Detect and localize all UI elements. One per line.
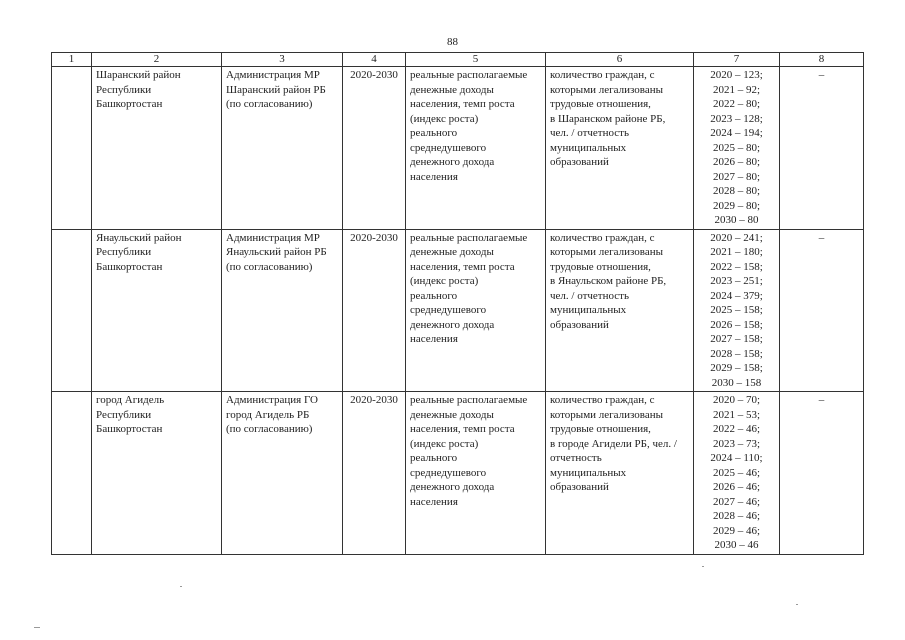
column-header-8: 8 — [780, 53, 864, 67]
note-cell: – — [780, 392, 864, 555]
period-cell: 2020-2030 — [343, 67, 406, 230]
scan-speck — [34, 627, 40, 628]
executor-cell: Администрация ГО город Агидель РБ (по согласованию) — [222, 392, 343, 555]
header-row — [52, 53, 864, 67]
column-header-3: 3 — [222, 53, 343, 67]
yearly-values-cell: 2020 – 123; 2021 – 92; 2022 – 80; 2023 – 128; 2024 – 194; 2025 – 80; 2026 – 80; 2027 – 80; 2028 – 80; 2029 – 80; 2030 – 80 — [694, 67, 780, 230]
note-cell: – — [780, 229, 864, 392]
column-header-7: 7 — [694, 53, 780, 67]
column-header-4: 4 — [343, 53, 406, 67]
table-row — [52, 392, 864, 555]
scan-speck — [796, 604, 798, 605]
indicator-cell: реальные располагаемые денежные доходы населения, темп роста (индекс роста) реального среднедушевого денежного дохода населения — [406, 392, 546, 555]
scan-speck — [180, 586, 182, 587]
column-header-2: 2 — [92, 53, 222, 67]
executor-cell: Администрация МР Янаульский район РБ (по согласованию) — [222, 229, 343, 392]
period-cell: 2020-2030 — [343, 392, 406, 555]
note-cell: – — [780, 67, 864, 230]
column-header-6: 6 — [546, 53, 694, 67]
scan-speck — [702, 566, 704, 567]
column-header-1: 1 — [52, 53, 92, 67]
row-number-cell — [52, 229, 92, 392]
territory-cell: город Агидель Республики Башкортостан — [92, 392, 222, 555]
row-number-cell — [52, 392, 92, 555]
executor-cell: Администрация МР Шаранский район РБ (по согласованию) — [222, 67, 343, 230]
measure-cell: количество граждан, с которыми легализованы трудовые отношения, в городе Агидели РБ, чел. / отчетность муниципальных образований — [546, 392, 694, 555]
territory-cell: Янаульский район Республики Башкортостан — [92, 229, 222, 392]
yearly-values-cell: 2020 – 241; 2021 – 180; 2022 – 158; 2023 – 251; 2024 – 379; 2025 – 158; 2026 – 158; 2027 – 158; 2028 – 158; 2029 – 158; 2030 – 158 — [694, 229, 780, 392]
indicator-cell: реальные располагаемые денежные доходы населения, темп роста (индекс роста) реального среднедушевого денежного дохода населения — [406, 67, 546, 230]
measure-cell: количество граждан, с которыми легализованы трудовые отношения, в Шаранском районе РБ, чел. / отчетность муниципальных образований — [546, 67, 694, 230]
territory-cell: Шаранский район Республики Башкортостан — [92, 67, 222, 230]
indicators-table — [51, 52, 864, 555]
table-row — [52, 67, 864, 230]
measure-cell: количество граждан, с которыми легализованы трудовые отношения, в Янаульском районе РБ, чел. / отчетность муниципальных образований — [546, 229, 694, 392]
column-header-5: 5 — [406, 53, 546, 67]
row-number-cell — [52, 67, 92, 230]
page-number: 88 — [447, 36, 458, 48]
indicator-cell: реальные располагаемые денежные доходы населения, темп роста (индекс роста) реального среднедушевого денежного дохода населения — [406, 229, 546, 392]
yearly-values-cell: 2020 – 70; 2021 – 53; 2022 – 46; 2023 – 73; 2024 – 110; 2025 – 46; 2026 – 46; 2027 – 46; 2028 – 46; 2029 – 46; 2030 – 46 — [694, 392, 780, 555]
period-cell: 2020-2030 — [343, 229, 406, 392]
table-row — [52, 229, 864, 392]
